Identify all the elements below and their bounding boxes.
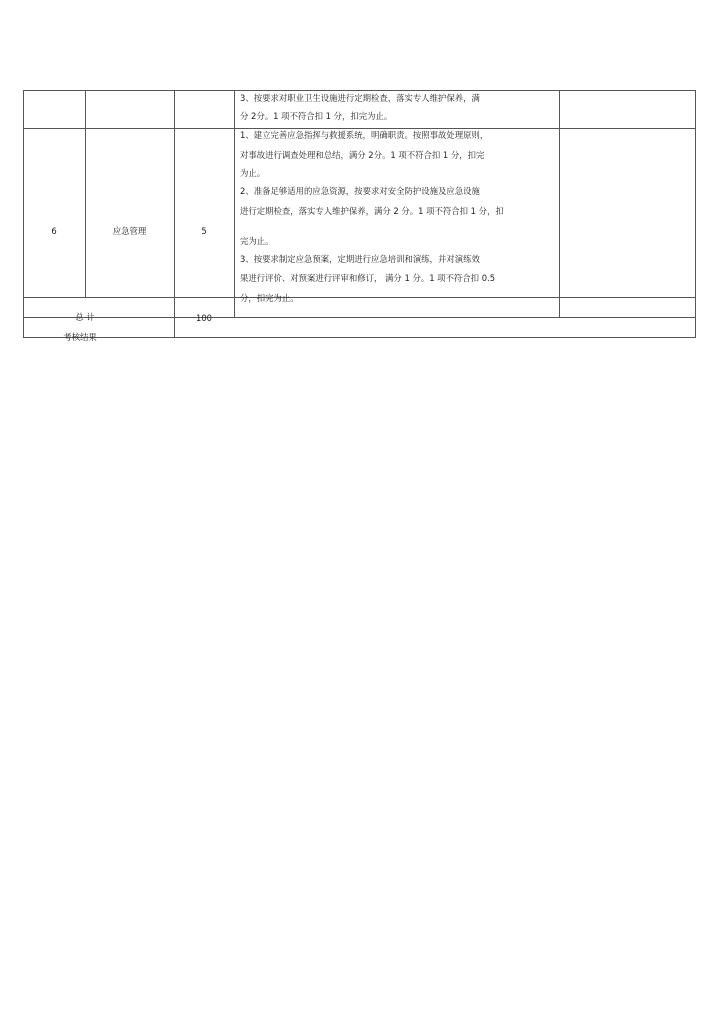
criteria-line: 2、准备足够适用的应急资源，按要求对安全防护设施及应急设施 [240, 186, 480, 196]
criteria-line: 进行定期检查，落实专人维护保养，满分 2 分。1 项不符合扣 1 分，扣 [240, 206, 504, 216]
criteria-line: 分，扣完为止。 [240, 293, 299, 303]
result-label: 考核结果 [63, 332, 97, 342]
total-value: 100 [196, 313, 212, 323]
criteria-line: 为止。 [240, 168, 266, 178]
row-score: 5 [201, 226, 207, 236]
assessment-table [23, 90, 696, 342]
table-top-border [23, 90, 696, 91]
column-divider [174, 90, 175, 338]
total-label: 总 计 [75, 312, 95, 322]
row-index: 6 [51, 226, 57, 236]
row-item-name: 应急管理 [112, 226, 147, 236]
column-divider [234, 90, 235, 317]
criteria-line: 1、建立完善应急指挥与救援系统，明确职责。按照事故处理原则， [240, 130, 489, 140]
row-divider [23, 128, 696, 129]
prev-row-criteria-line: 分 2分。1 项不符合扣 1 分，扣完为止。 [240, 111, 393, 121]
column-divider [85, 90, 86, 297]
row-divider [23, 297, 696, 298]
column-divider [559, 90, 560, 317]
criteria-line: 对事故进行调查处理和总结，满分 2分。1 项不符合扣 1 分，扣完 [240, 150, 485, 160]
table-right-border [695, 90, 696, 338]
criteria-line: 3、按要求制定应急预案，定期进行应急培训和演练，并对演练效 [240, 254, 480, 264]
table-left-border [23, 90, 24, 338]
prev-row-criteria-line: 3、按要求对职业卫生设施进行定期检查，落实专人维护保养，满 [240, 93, 480, 103]
criteria-line: 果进行评价、对预案进行评审和修订， 满分 1 分。1 项不符合扣 0.5 [240, 273, 496, 283]
criteria-line: 完为止。 [240, 236, 274, 246]
